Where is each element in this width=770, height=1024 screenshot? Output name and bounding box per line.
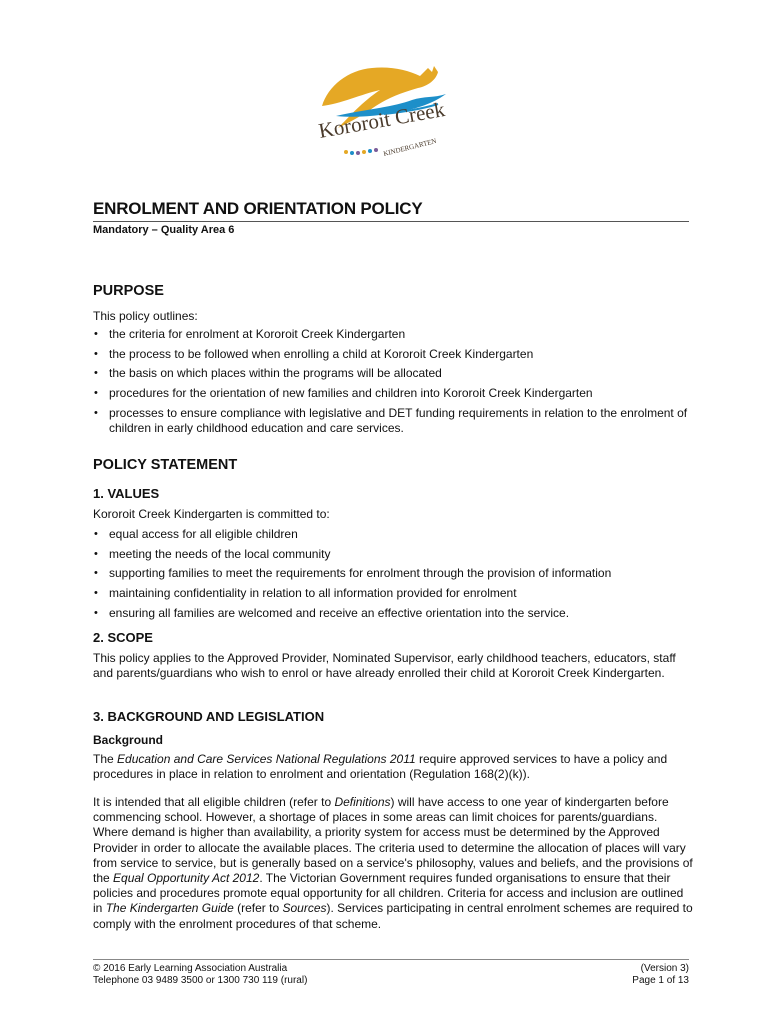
policy-statement-heading: POLICY STATEMENT [93, 457, 238, 473]
logo-subtitle: KINDERGARTEN [382, 137, 438, 158]
background-heading: 3. BACKGROUND AND LEGISLATION [93, 709, 325, 724]
list-item: • the criteria for enrolment at Kororoit Creek Kindergarten [93, 327, 693, 342]
footer-left [93, 963, 307, 987]
list-item: • processes to ensure compliance with legislative and DET funding requirements in relation to the enrolment of children in early childhood education and care services. [93, 406, 693, 436]
background-paragraph-1: The Education and Care Services National Regulations 2011 require approved services to have a policy and procedures in place in relation to enrolment and orientation (Regulation 168(2)(k)). [93, 752, 668, 782]
scope-heading: 2. SCOPE [93, 630, 153, 645]
footer-page-number: Page 1 of 13 [632, 975, 689, 986]
values-intro: Kororoit Creek Kindergarten is committed to: [93, 507, 330, 521]
footer-divider [93, 959, 689, 960]
list-item: • the basis on which places within the programs will be allocated [93, 366, 693, 381]
logo-name: Kororoit Creek [316, 97, 447, 143]
page-subtitle: Mandatory – Quality Area 6 [93, 224, 235, 236]
list-item: • procedures for the orientation of new families and children into Kororoit Creek Kindergarten [93, 386, 693, 401]
list-item: • maintaining confidentiality in relation to all information provided for enrolment [93, 586, 693, 601]
kindergarten-logo [300, 58, 470, 170]
list-item: • the process to be followed when enrolling a child at Kororoit Creek Kindergarten [93, 347, 693, 362]
list-item: • supporting families to meet the requirements for enrolment through the provision of information [93, 566, 693, 581]
page-title: ENROLMENT AND ORIENTATION POLICY [93, 199, 689, 222]
background-subheading: Background [93, 733, 164, 747]
values-list [93, 527, 693, 626]
scope-text: This policy applies to the Approved Provider, Nominated Supervisor, early childhood teachers, educators, staff and parents/guardians who wish to enrol or have already enrolled their child at Kororoit Creek Kindergarten. [93, 651, 676, 681]
footer-version: (Version 3) [640, 963, 689, 974]
purpose-intro: This policy outlines: [93, 309, 198, 323]
list-item: • meeting the needs of the local community [93, 547, 693, 562]
footer-right [632, 963, 689, 987]
background-paragraph-2: It is intended that all eligible children (refer to Definitions) will have access to one year of kindergarten before commencing school. However, a shortage of places in some areas can limit choices for parents/guardians. Where demand is higher than availability, a priority system for access must be determined by the Approved Provider in order to allocate the available places. The criteria used to determine the allocation of places will vary from service to service, but is generally based on a service's philosophy, values and beliefs, and the provisions of the Equal Opportunity Act 2012. The Victorian Government requires funded organisations to ensure that their policies and procedures promote equal opportunity for all children. Criteria for access and inclusion are outlined in The Kindergarten Guide (refer to Sources). Services participating in central enrolment schemes are required to comply with the enrolment procedures of that scheme. [93, 795, 693, 931]
footer-copyright: © 2016 Early Learning Association Australia [93, 963, 288, 974]
values-heading: 1. VALUES [93, 486, 160, 501]
list-item: • ensuring all families are welcomed and receive an effective orientation into the service. [93, 606, 693, 621]
footer-telephone: Telephone 03 9489 3500 or 1300 730 119 (rural) [93, 975, 308, 986]
purpose-heading: PURPOSE [93, 283, 164, 299]
purpose-list [93, 327, 693, 441]
list-item: • equal access for all eligible children [93, 527, 693, 542]
